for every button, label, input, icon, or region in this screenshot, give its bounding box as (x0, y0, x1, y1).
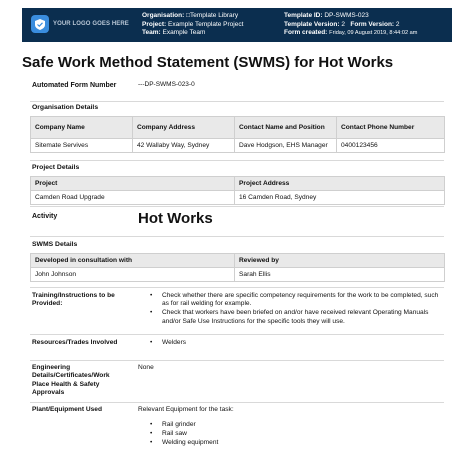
organisation-details-table (30, 116, 445, 153)
cell-company-address: 42 Wallaby Way, Sydney (133, 139, 235, 153)
resources-label: Resources/Trades Involved (32, 339, 118, 346)
plant-equipment-list (150, 421, 440, 449)
swms-details-table (30, 253, 445, 282)
activity-label: Activity (32, 213, 58, 220)
form-created-value: Friday, 09 August 2019, 8:44:02 am (329, 30, 418, 37)
logo (31, 14, 131, 34)
template-id-label: Template ID: (284, 12, 323, 19)
list-item: • Welding equipment (150, 439, 440, 447)
table-header-row (31, 117, 445, 139)
cell-contact-phone: 0400123456 (337, 139, 445, 153)
project-details-table (30, 176, 445, 205)
activity-value: Hot Works (138, 210, 213, 227)
divider (30, 287, 444, 288)
form-version-value: 2 (395, 20, 400, 28)
organisation-details-label: Organisation Details (32, 104, 99, 111)
col-developed-with: Developed in consultation with (31, 254, 235, 268)
table-header-row (31, 177, 445, 191)
engineering-label: Engineering Details/Certificates/Work Place Health & Safety Approvals (32, 364, 110, 397)
engineering-value: None (138, 364, 154, 371)
divider (30, 402, 444, 403)
col-company-address: Company Address (133, 117, 235, 139)
col-contact-name: Contact Name and Position (235, 117, 337, 139)
organisation-value: Template Library (190, 12, 239, 19)
divider (30, 160, 444, 161)
divider (30, 101, 444, 102)
col-project-address: Project Address (235, 177, 445, 191)
logo-shield-icon (31, 15, 49, 33)
template-info (284, 12, 417, 38)
project-details-label: Project Details (32, 164, 80, 171)
cell-project-address: 16 Camden Road, Sydney (235, 191, 445, 205)
document-header (22, 8, 452, 42)
template-id-value: DP-SWMS-023 (324, 12, 369, 19)
table-header-row (31, 254, 445, 268)
table-row (31, 139, 445, 153)
divider (30, 206, 444, 207)
col-company-name: Company Name (31, 117, 133, 139)
team-label: Team: (142, 29, 161, 37)
cell-contact-name: Dave Hodgson, EHS Manager (235, 139, 337, 153)
cell-project: Camden Road Upgrade (31, 191, 235, 205)
resources-list (150, 339, 440, 348)
table-row (31, 268, 445, 282)
organisation-info (142, 12, 243, 38)
list-item: • Check whether there are specific competency requirements for the work to be completed, such as for rail welding for example. (150, 292, 440, 308)
team-value: Example Team (162, 29, 206, 37)
divider (30, 236, 444, 237)
cell-developed-with: John Johnson (31, 268, 235, 282)
project-value: Example Template Project (168, 20, 244, 28)
page-title: Safe Work Method Statement (SWMS) for Hot Works (22, 54, 394, 71)
form-created-label: Form created: (284, 29, 328, 37)
col-reviewed-by: Reviewed by (235, 254, 445, 268)
table-row (31, 191, 445, 205)
template-version-label: Template Version: (284, 20, 340, 28)
plant-equipment-intro: Relevant Equipment for the task: (138, 406, 234, 413)
automated-form-number-label: Automated Form Number (32, 82, 117, 89)
logo-text: YOUR LOGO GOES HERE (53, 21, 129, 27)
training-list (150, 292, 440, 327)
cell-reviewed-by: Sarah Ellis (235, 268, 445, 282)
list-item: • Rail grinder (150, 421, 440, 429)
swms-details-label: SWMS Details (32, 241, 78, 248)
organisation-icon: □ (186, 12, 191, 19)
divider (30, 360, 444, 361)
col-contact-phone: Contact Phone Number (337, 117, 445, 139)
project-label: Project: (142, 20, 167, 28)
col-project: Project (31, 177, 235, 191)
form-version-label: Form Version: (350, 20, 395, 28)
plant-equipment-label: Plant/Equipment Used (32, 406, 102, 413)
cell-company-name: Sitemate Servives (31, 139, 133, 153)
training-label: Training/Instructions to be Provided: (32, 292, 115, 308)
list-item: • Check that workers have been briefed on and/or have received relevant Operating Manuals and/or Safe Use Instructions for the specific tools they will use. (150, 309, 440, 325)
list-item: • Rail saw (150, 430, 440, 438)
list-item: • Welders (150, 339, 440, 347)
organisation-label: Organisation: (142, 12, 185, 19)
automated-form-number-value: ---DP-SWMS-023-0 (138, 81, 195, 88)
template-version-value: 2 (341, 20, 345, 28)
divider (30, 334, 444, 335)
